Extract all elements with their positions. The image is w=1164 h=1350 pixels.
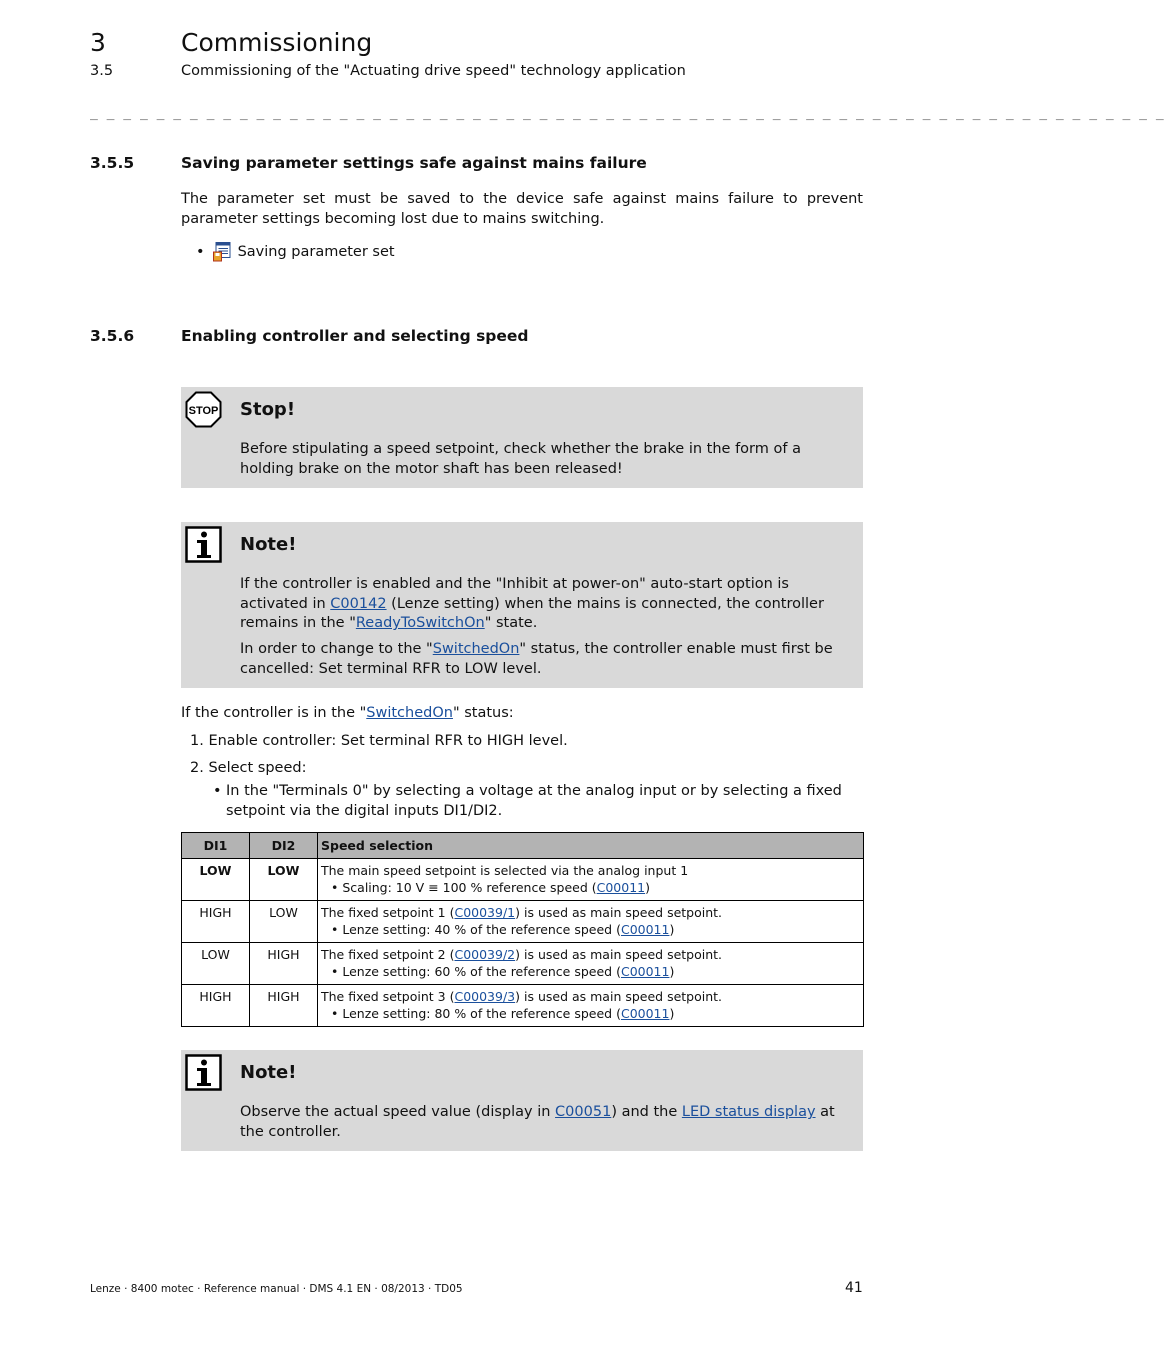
link-c00039-1[interactable]: C00039/1 [454,905,516,920]
info-icon [185,526,222,563]
link-c00039-2[interactable]: C00039/2 [454,947,516,962]
link-c00051[interactable]: C00051 [555,1104,612,1120]
cell-sub-text-end: ) [645,880,650,895]
table-row [182,985,864,1027]
cell-speed-selection [318,985,864,1027]
speed-selection-table [181,832,864,1027]
note-box-1 [181,522,863,688]
table-row [182,901,864,943]
link-c00011[interactable]: C00011 [596,880,646,895]
note1-title: Note! [240,534,297,555]
cell-main-text: The main speed setpoint is selected via the analog input 1 [321,863,689,878]
saving-paragraph: The parameter set must be saved to the device safe against mains failure to prevent parameter settings becoming lost due to mains switching. [181,191,863,227]
note2-title: Note! [240,1062,297,1083]
cell-di2: LOW [250,859,318,901]
table-row [182,859,864,901]
step-1: 1. Enable controller: Set terminal RFR to HIGH level. [190,733,568,749]
cell-sub-text-end: ) [669,922,675,937]
cell-main-text-end: ) is used as main speed setpoint. [515,947,723,962]
note1-paragraph-2 [240,640,852,679]
note2-paragraph [240,1103,852,1142]
cell-sub-text: • Lenze setting: 60 % of the reference speed ( [331,964,621,979]
header-di1: DI1 [182,833,250,859]
note1-text-b: (Lenze setting) when the mains is connected, the controller remains in the " [240,595,824,631]
header-di2: DI2 [250,833,318,859]
cell-sub-text-end: ) [669,964,675,979]
cell-sub-text: • Scaling: 10 V ≡ 100 % reference speed ( [331,880,597,895]
footer-text: Lenze · 8400 motec · Reference manual · DMS 4.1 EN · 08/2013 · TD05 [90,1283,463,1295]
link-switchedon-note[interactable]: SwitchedOn [432,641,520,657]
info-icon [185,1054,222,1091]
section-number: 3.5 [90,63,114,79]
saving-bullet-text[interactable]: Saving parameter set [237,244,395,260]
cell-main-text: The fixed setpoint 3 ( [321,989,455,1004]
step-2-bullet [213,781,863,821]
table-row [182,943,864,985]
saving-bullet [196,242,395,262]
subsection-title-355: Saving parameter settings safe against mains failure [181,154,647,172]
cell-di2: LOW [250,901,318,943]
cell-di1: HIGH [182,901,250,943]
page-number: 41 [845,1280,863,1296]
table-header-row [182,833,864,859]
link-led-status-display[interactable]: LED status display [681,1104,816,1120]
note1-paragraph-1 [240,575,852,634]
note1-text-a: If the controller is enabled and the "Inhibit at power-on" auto-start option is activated in [240,576,789,612]
bullet-dot: • [213,783,222,799]
link-c00011[interactable]: C00011 [620,964,670,979]
stop-text: Before stipulating a speed setpoint, check whether the brake in the form of a holding brake on the motor shaft has been released! [240,441,801,477]
subsection-title-356: Enabling controller and selecting speed [181,327,529,345]
cell-di1: LOW [182,943,250,985]
cell-main-text-end: ) is used as main speed setpoint. [515,905,723,920]
link-switchedon[interactable]: SwitchedOn [366,705,453,721]
step-2: 2. Select speed: [190,760,307,776]
link-readytoswitchon[interactable]: ReadyToSwitchOn [355,615,485,631]
link-c00039-3[interactable]: C00039/3 [454,989,516,1004]
cell-sub-text-end: ) [669,1006,675,1021]
save-parameter-set-icon[interactable] [213,242,231,262]
note1-text-e: " status, the controller enable must first be cancelled: Set terminal RFR to LOW level. [240,641,833,677]
note2-text-a: Observe the actual speed value (display in [240,1104,556,1120]
bullet-dot: • [196,244,205,260]
cell-speed-selection [318,901,864,943]
cell-speed-selection [318,943,864,985]
header-speed-selection: Speed selection [318,833,864,859]
section-title: Commissioning of the "Actuating drive speed" technology application [181,63,686,79]
cell-speed-selection [318,859,864,901]
note2-text-c: at the controller. [240,1104,835,1140]
header-separator: _ _ _ _ _ _ _ _ _ _ _ _ _ _ _ _ _ _ _ _ _ _ _ _ _ _ _ _ _ _ _ _ _ _ _ _ _ _ _ _ _ _ _ _ _ _ _ _ _ _ _ _ _ _ _ _ _ _ _ _ _ _ _ _ _ [90,106,1164,121]
status-intro-a: If the controller is in the " [181,705,367,721]
cell-sub-text: • Lenze setting: 80 % of the reference speed ( [331,1006,621,1021]
chapter-title: Commissioning [181,28,373,57]
svg-text:STOP: STOP [188,405,219,417]
cell-main-text-end: ) is used as main speed setpoint. [515,989,723,1004]
subsection-number-355: 3.5.5 [90,154,135,172]
link-c00142[interactable]: C00142 [330,595,387,612]
cell-di2: HIGH [250,985,318,1027]
cell-main-text: The fixed setpoint 1 ( [321,905,455,920]
cell-sub-text: • Lenze setting: 40 % of the reference speed ( [331,922,621,937]
cell-main-text: The fixed setpoint 2 ( [321,947,455,962]
status-intro [181,704,863,724]
cell-di1: LOW [182,859,250,901]
cell-di1: HIGH [182,985,250,1027]
status-intro-b: " status: [452,705,514,721]
stop-title: Stop! [240,399,296,420]
step-2-bullet-text: In the "Terminals 0" by selecting a voltage at the analog input or by selecting a fixed setpoint via the digital inputs DI1/DI2. [226,783,842,819]
link-c00011[interactable]: C00011 [620,922,670,937]
subsection-number-356: 3.5.6 [90,327,135,345]
note1-text-c: " state. [484,615,538,631]
chapter-number: 3 [90,28,106,57]
stop-box [181,387,863,488]
note-box-2 [181,1050,863,1151]
cell-di2: HIGH [250,943,318,985]
link-c00011[interactable]: C00011 [620,1006,670,1021]
note1-text-d: In order to change to the " [240,641,433,657]
stop-sign-icon [185,391,222,428]
note2-text-b: ) and the [611,1104,682,1120]
